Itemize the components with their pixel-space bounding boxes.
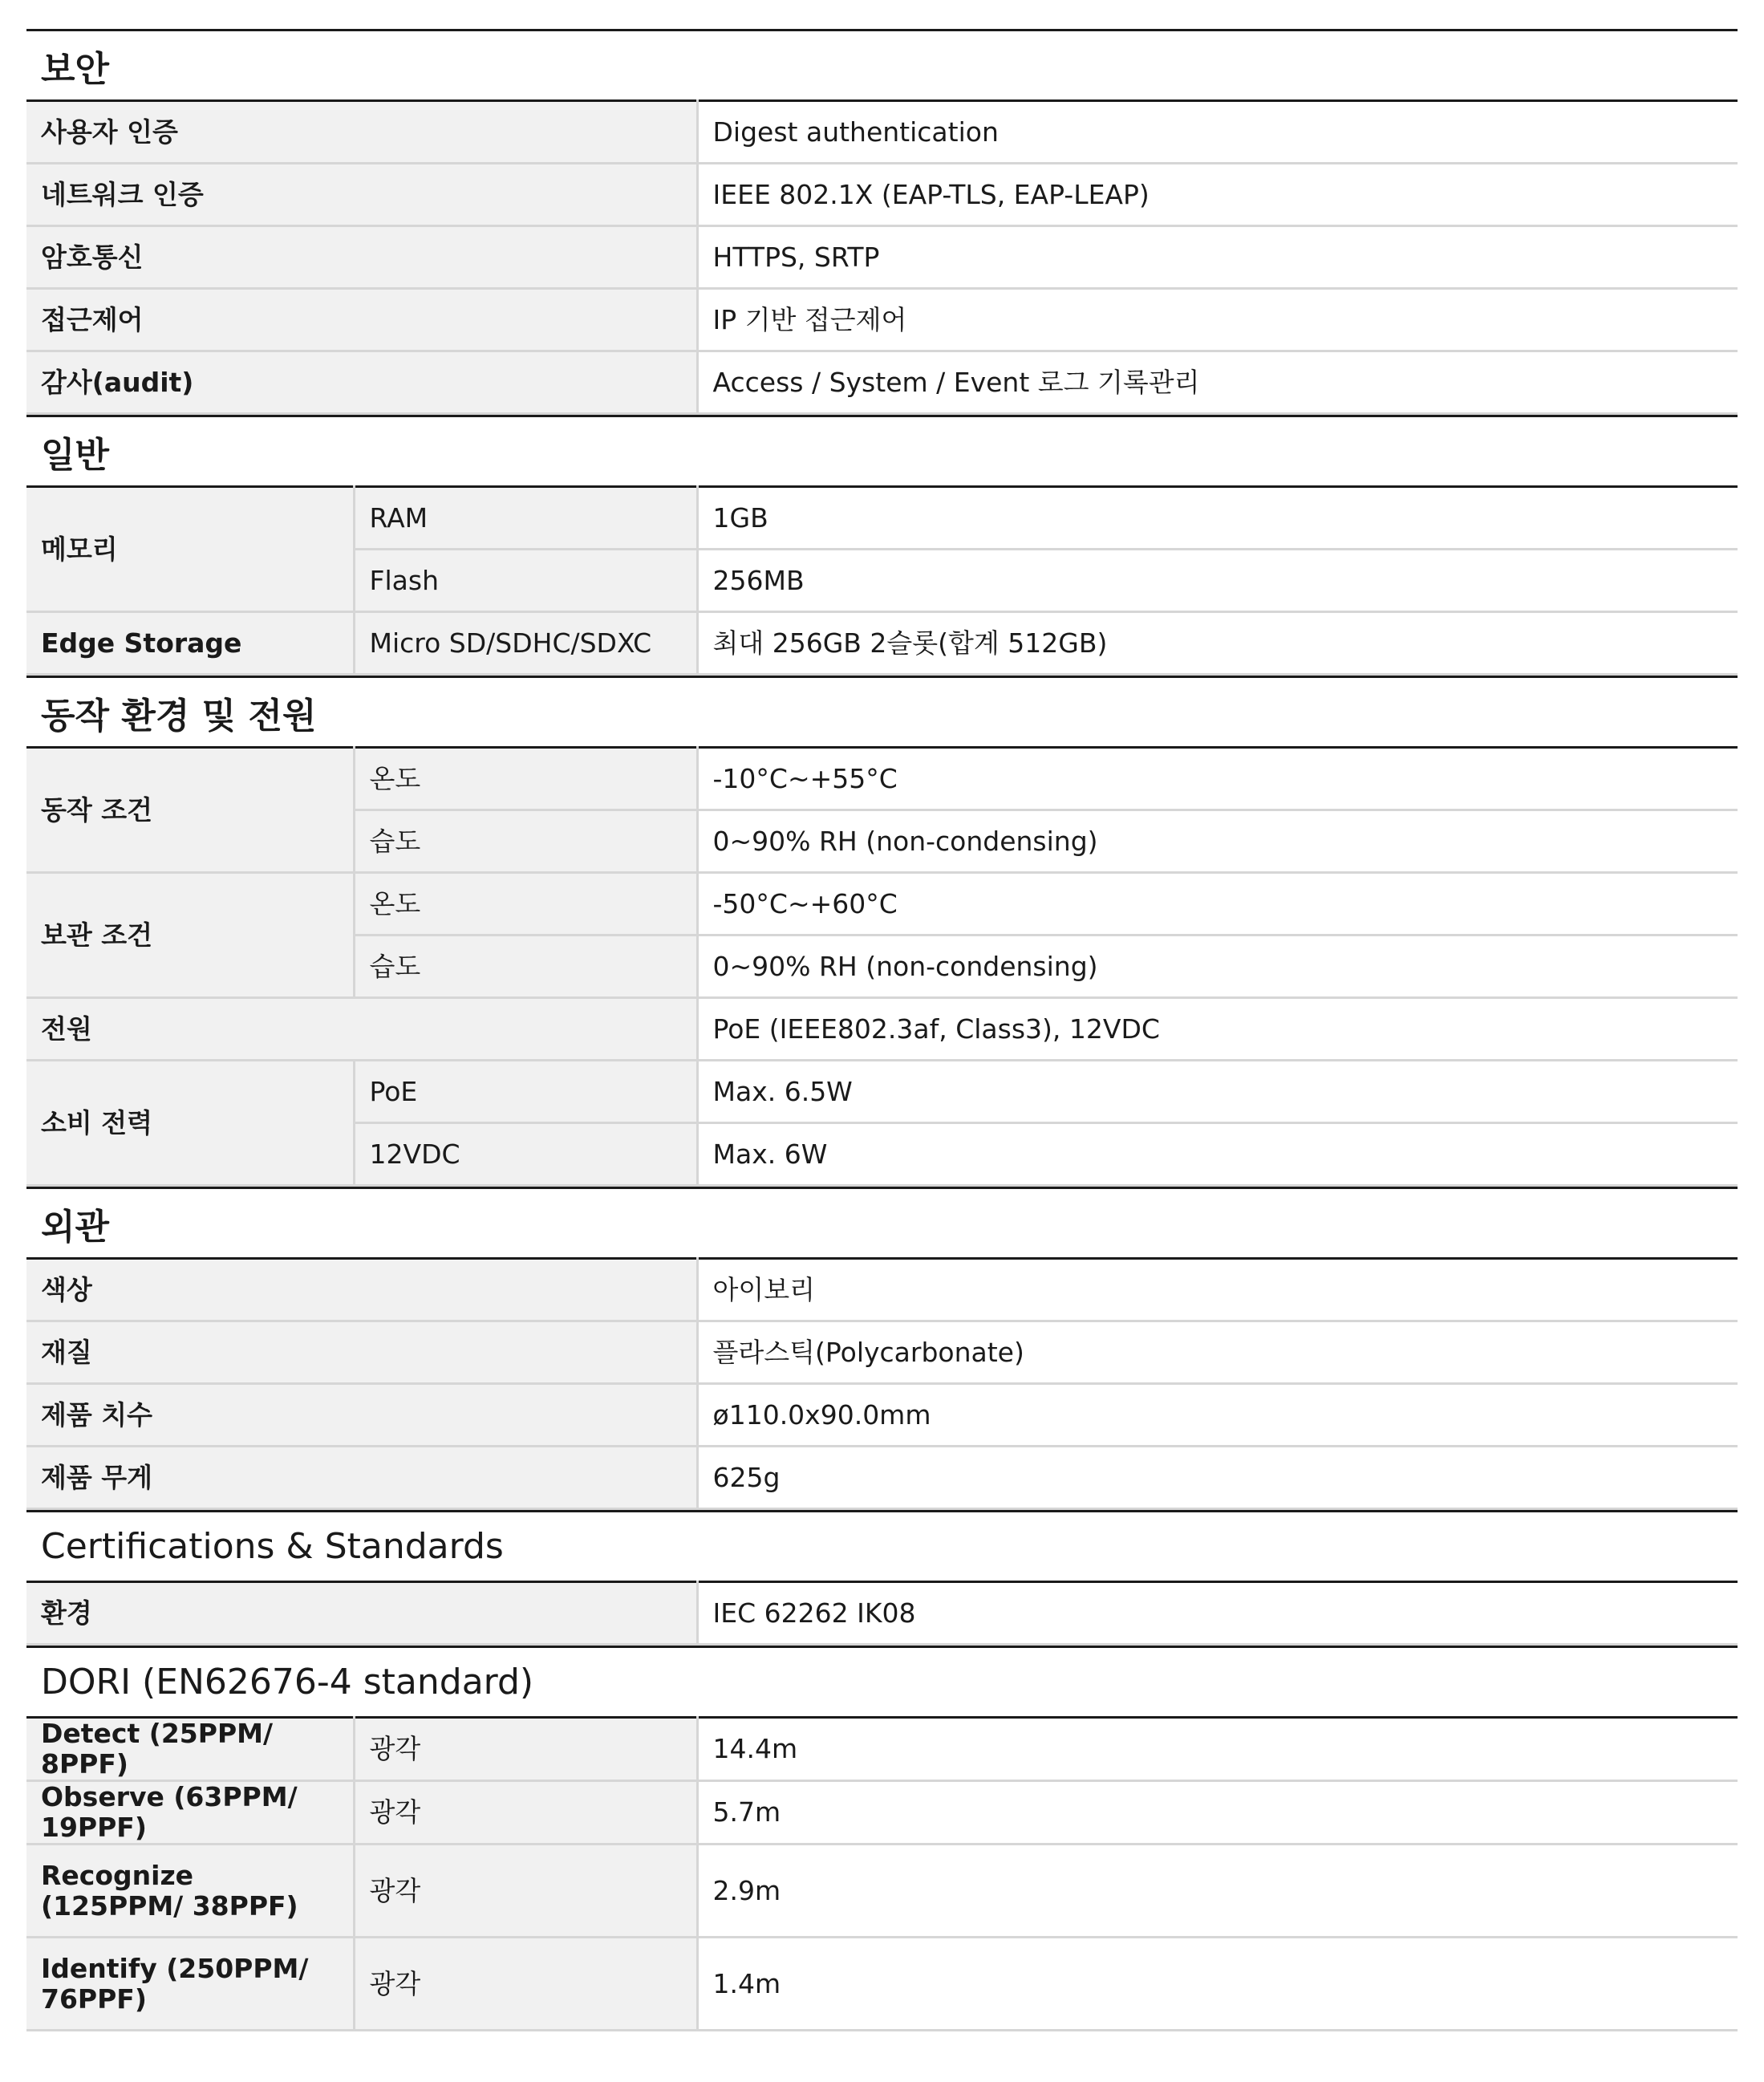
- table-row: [26, 873, 1738, 935]
- row-label: 소비 전력: [26, 1061, 354, 1186]
- section-title-appearance: 외관: [26, 1187, 1738, 1257]
- row-value: -10°C~+55°C: [697, 748, 1738, 810]
- table-row: [26, 748, 1738, 810]
- row-label: Observe (63PPM/ 19PPF): [26, 1781, 354, 1845]
- row-value: 최대 256GB 2슬롯(합계 512GB): [697, 612, 1738, 675]
- row-sublabel: PoE: [354, 1061, 697, 1123]
- appearance-table: [26, 1257, 1738, 1510]
- row-value: 0~90% RH (non-condensing): [697, 810, 1738, 873]
- row-value: ø110.0x90.0mm: [697, 1384, 1738, 1447]
- table-row: [26, 289, 1738, 351]
- row-label: 색상: [26, 1259, 697, 1321]
- row-label: 제품 치수: [26, 1384, 697, 1447]
- row-label: 보관 조건: [26, 873, 354, 998]
- row-label: Detect (25PPM/ 8PPF): [26, 1718, 354, 1781]
- row-label: 사용자 인증: [26, 101, 697, 164]
- table-row: [26, 1321, 1738, 1384]
- spec-sheet: [26, 29, 1738, 2031]
- table-row: [26, 1582, 1738, 1645]
- table-row: [26, 1781, 1738, 1845]
- table-row: [26, 612, 1738, 675]
- row-label: 접근제어: [26, 289, 697, 351]
- section-title-certifications: Certifications & Standards: [26, 1510, 1738, 1581]
- row-value: 5.7m: [697, 1781, 1738, 1845]
- row-label: 전원: [26, 998, 697, 1061]
- general-table: [26, 485, 1738, 676]
- row-value: PoE (IEEE802.3af, Class3), 12VDC: [697, 998, 1738, 1061]
- row-label: 동작 조건: [26, 748, 354, 873]
- table-row: [26, 1718, 1738, 1781]
- row-sublabel: 온도: [354, 873, 697, 935]
- table-row: [26, 998, 1738, 1061]
- security-table: [26, 99, 1738, 415]
- row-value: -50°C~+60°C: [697, 873, 1738, 935]
- row-sublabel: 광각: [354, 1718, 697, 1781]
- table-row: [26, 164, 1738, 226]
- certifications-table: [26, 1581, 1738, 1646]
- row-sublabel: 광각: [354, 1781, 697, 1845]
- row-sublabel: Flash: [354, 550, 697, 612]
- row-label: Recognize (125PPM/ 38PPF): [26, 1845, 354, 1938]
- row-sublabel: 습도: [354, 810, 697, 873]
- row-label: 네트워크 인증: [26, 164, 697, 226]
- row-sublabel: 광각: [354, 1845, 697, 1938]
- row-value: HTTPS, SRTP: [697, 226, 1738, 289]
- row-value: 625g: [697, 1447, 1738, 1509]
- table-row: [26, 101, 1738, 164]
- row-label: 환경: [26, 1582, 697, 1645]
- row-label: Identify (250PPM/ 76PPF): [26, 1938, 354, 2031]
- row-sublabel: 온도: [354, 748, 697, 810]
- row-sublabel: Micro SD/SDHC/SDXC: [354, 612, 697, 675]
- row-value: 14.4m: [697, 1718, 1738, 1781]
- row-label: 암호통신: [26, 226, 697, 289]
- table-row: [26, 351, 1738, 414]
- row-value: 플라스틱(Polycarbonate): [697, 1321, 1738, 1384]
- row-value: Digest authentication: [697, 101, 1738, 164]
- row-label: 제품 무게: [26, 1447, 697, 1509]
- row-value: 2.9m: [697, 1845, 1738, 1938]
- row-sublabel: 습도: [354, 935, 697, 998]
- row-value: 아이보리: [697, 1259, 1738, 1321]
- row-label: 메모리: [26, 487, 354, 612]
- table-row: [26, 1447, 1738, 1509]
- row-value: Access / System / Event 로그 기록관리: [697, 351, 1738, 414]
- table-row: [26, 1259, 1738, 1321]
- table-row: [26, 226, 1738, 289]
- row-value: IP 기반 접근제어: [697, 289, 1738, 351]
- section-title-dori: DORI (EN62676-4 standard): [26, 1646, 1738, 1716]
- row-sublabel: RAM: [354, 487, 697, 550]
- row-sublabel: 광각: [354, 1938, 697, 2031]
- section-title-environment: 동작 환경 및 전원: [26, 676, 1738, 746]
- row-label: 재질: [26, 1321, 697, 1384]
- table-row: [26, 1061, 1738, 1123]
- row-label: Edge Storage: [26, 612, 354, 675]
- table-row: [26, 487, 1738, 550]
- row-value: 1.4m: [697, 1938, 1738, 2031]
- table-row: [26, 1845, 1738, 1938]
- row-value: Max. 6W: [697, 1123, 1738, 1186]
- dori-table: [26, 1716, 1738, 2031]
- section-title-general: 일반: [26, 415, 1738, 485]
- section-title-security: 보안: [26, 29, 1738, 99]
- row-value: 0~90% RH (non-condensing): [697, 935, 1738, 998]
- row-label: 감사(audit): [26, 351, 697, 414]
- environment-table: [26, 746, 1738, 1187]
- table-row: [26, 1938, 1738, 2031]
- row-value: IEC 62262 IK08: [697, 1582, 1738, 1645]
- row-value: Max. 6.5W: [697, 1061, 1738, 1123]
- row-value: 1GB: [697, 487, 1738, 550]
- row-value: IEEE 802.1X (EAP-TLS, EAP-LEAP): [697, 164, 1738, 226]
- table-row: [26, 1384, 1738, 1447]
- row-value: 256MB: [697, 550, 1738, 612]
- row-sublabel: 12VDC: [354, 1123, 697, 1186]
